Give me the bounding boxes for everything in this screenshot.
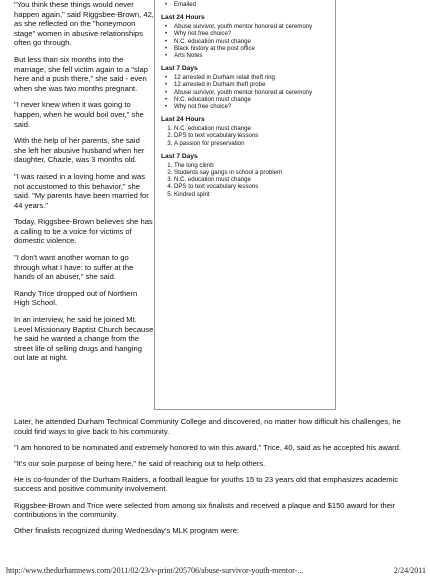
sidebar-link[interactable]: • 12 arrested in Durham theft probe xyxy=(174,81,331,88)
article-paragraph: "I don't want another woman to go through what I have: to suffer at the hands of an abuser," she said. xyxy=(14,253,134,282)
most-popular-sidebar xyxy=(154,0,336,410)
sidebar-section-heading: Last 7 Days xyxy=(161,152,198,160)
sidebar-link[interactable]: 3. N.C. education must change xyxy=(174,176,331,183)
article-paragraph: Other finalists recognized during Wednesday's MLK program were: xyxy=(14,526,240,536)
sidebar-link[interactable]: 2. DPS to text vocabulary lessons xyxy=(174,132,331,139)
sidebar-link[interactable]: 2. Students say gangs in school a problem xyxy=(174,169,331,176)
sidebar-section-heading: Last 24 Hours xyxy=(161,14,205,22)
sidebar-link[interactable]: • Abuse survivor, youth mentor honored at ceremony xyxy=(174,23,331,30)
article-paragraph: Randy Trice dropped out of Northern High School. xyxy=(14,288,138,308)
sidebar-section-heading: Last 7 Days xyxy=(161,65,198,73)
article-paragraph: "I was raised in a loving home and was not accustomed to this behavior," she said. "My parents have been married for 44 years." xyxy=(14,171,149,210)
sidebar-link[interactable]: 1. N.C. education must change xyxy=(174,125,331,132)
emailed-list xyxy=(161,1,331,8)
article-paragraph: "I never knew when it was going to happen, when he would boil over," she said. xyxy=(14,100,144,129)
article-left-column xyxy=(14,0,154,370)
article-full-width-body xyxy=(14,417,414,542)
sidebar-link[interactable]: • Arts Notes xyxy=(174,52,331,59)
article-paragraph: But less than six months into the marriage, she fell victim again to a "slap here and a push there," she said - even when she was two months pregnant. xyxy=(14,54,148,93)
article-paragraph: With the help of her parents, she said she left her abusive husband when her daughter, Chazle, was 3 months old. xyxy=(14,136,145,165)
sidebar-link[interactable]: • Emailed xyxy=(174,1,331,8)
sidebar-section-heading: Last 24 Hours xyxy=(161,116,205,124)
sidebar-link[interactable]: 4. DPS to text vocabulary lessons xyxy=(174,183,331,190)
sidebar-list xyxy=(161,74,331,110)
sidebar-link[interactable]: • 12 arrested in Durham retail theft ring xyxy=(174,74,331,81)
sidebar-link[interactable]: • N.C. education must change xyxy=(174,38,331,45)
article-paragraph: In an interview, he said he joined Mt. Level Missionary Baptist Church because he said he wanted a change from the street life of selling drugs and hanging out late at night. xyxy=(14,315,154,363)
sidebar-link[interactable]: • Black history at the post office xyxy=(174,45,331,52)
sidebar-link[interactable]: 1. The long climb xyxy=(174,162,331,169)
print-footer xyxy=(6,566,426,575)
sidebar-link[interactable]: 5. Kindred spirit xyxy=(174,191,331,198)
sidebar-link[interactable]: 3. A passion for preservation xyxy=(174,140,331,147)
article-paragraph: Riggsbee-Brown and Trice were selected from among six finalists and received a plaque and $150 award for their contributions in the community. xyxy=(14,500,396,520)
print-date: 2/24/2011 xyxy=(393,566,426,575)
article-paragraph: "I am honored to be nominated and extremely honored to win this award," Trice, 40, said as he accepted his award. xyxy=(14,442,401,452)
sidebar-link[interactable]: • Why not free choice? xyxy=(174,30,331,37)
sidebar-list xyxy=(161,23,331,59)
sidebar-list xyxy=(161,162,331,198)
article-paragraph: Today, Riggsbee-Brown believes she has a calling to be a voice for victims of domestic violence. xyxy=(14,217,153,246)
sidebar-link[interactable]: • Abuse survivor, youth mentor honored at ceremony xyxy=(174,89,331,96)
article-paragraph: Later, he attended Durham Technical Community College and discovered, no matter how difficult his challenges, he could find ways to give back to his community. xyxy=(14,417,401,436)
article-paragraph: "You think these things would never happen again," said Riggsbee-Brown, 42, as she reflected on the "honeymoon stage" women in abusive relationships often go through. xyxy=(14,0,154,48)
sidebar-link[interactable]: • N.C. education must change xyxy=(174,96,331,103)
sidebar-list xyxy=(161,125,331,147)
article-paragraph: "It's our sole purpose of being here," he said of reaching out to help others. xyxy=(14,458,266,468)
article-paragraph: He is co-founder of the Durham Raiders, a football league for youths 15 to 23 years old that emphasizes academic success and positive community involvement. xyxy=(14,474,399,494)
page-url[interactable]: http://www.thedurhamnews.com/2011/02/23/v-print/205706/abuse-survivor-youth-mentor-... xyxy=(6,566,304,575)
sidebar-link[interactable]: • Why not free choice? xyxy=(174,103,331,110)
